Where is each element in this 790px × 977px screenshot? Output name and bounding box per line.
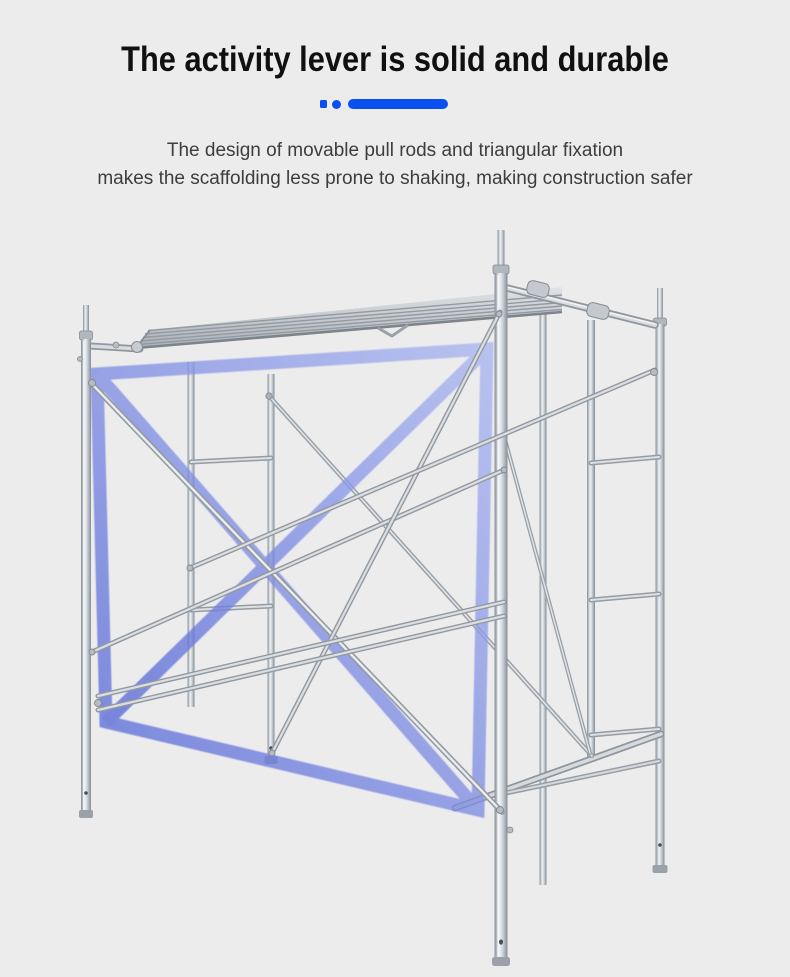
- post-foot: [79, 810, 93, 818]
- accent-divider: [0, 98, 779, 110]
- deck-hook-sleeve: [586, 302, 611, 321]
- rear-right-rungs: [591, 457, 659, 735]
- rear-mid-post: [540, 310, 547, 885]
- rail-knob: [113, 342, 119, 348]
- pin-hole: [499, 939, 503, 944]
- platform-deck: [90, 280, 655, 353]
- far-right-foot: [653, 865, 668, 873]
- divider-square-icon: [320, 100, 327, 108]
- post-foot: [492, 957, 510, 966]
- brace-clamp: [266, 393, 272, 399]
- pin-hole: [658, 843, 662, 847]
- pin-hole: [84, 791, 88, 795]
- scaffolding-product-image: [0, 225, 790, 977]
- description-line-1: The design of movable pull rods and triangular fixation: [166, 140, 624, 161]
- rear-right-post-a: [587, 320, 595, 757]
- divider-dot-icon: [332, 100, 341, 109]
- post-spigot-pin: [83, 305, 89, 332]
- post-collar: [80, 331, 93, 340]
- overlay-frame: [97, 349, 487, 810]
- divider-bar-icon: [348, 99, 448, 109]
- post-spigot-pin: [498, 230, 505, 266]
- rail-coupler-ball: [132, 342, 143, 353]
- description-line-2: makes the scaffolding less prone to shaking, making construction safer: [97, 167, 693, 189]
- post-knob: [78, 357, 83, 362]
- post-tube: [81, 339, 91, 817]
- page-title: The activity lever is solid and durable: [121, 40, 669, 79]
- post-knob: [507, 827, 513, 833]
- post-collar: [493, 265, 509, 274]
- rear-left-post-a: [188, 362, 195, 707]
- product-description: [0, 137, 790, 192]
- far-right-post: [656, 324, 665, 872]
- stability-cross-overlay: [97, 349, 487, 810]
- far-right-post-pin: [657, 288, 663, 322]
- front-right-post: [492, 230, 513, 966]
